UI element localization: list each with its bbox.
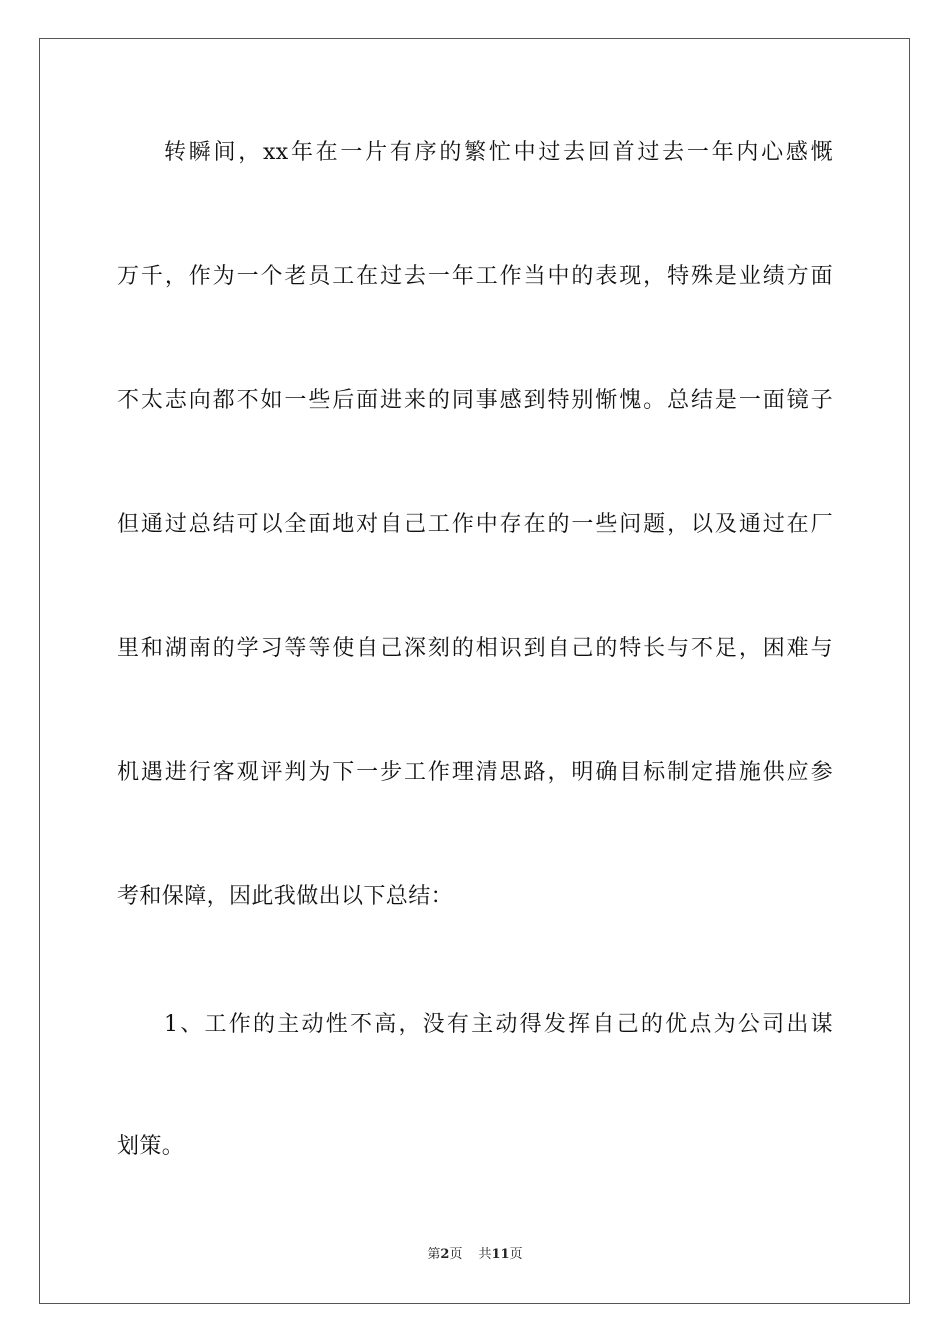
total-suffix: 页	[509, 1247, 523, 1262]
total-pages: 11	[491, 1247, 510, 1262]
paragraph-line: 划策。	[117, 1134, 185, 1159]
paragraph-line: 里和湖南的学习等等使自己深刻的相识到自己的特长与不足，困难与	[117, 636, 833, 661]
paragraph-line: 转瞬间，xx年在一片有序的繁忙中过去回首过去一年内心感慨	[164, 140, 833, 165]
paragraph-line: 不太志向都不如一些后面进来的同事感到特别惭愧。总结是一面镜子	[117, 388, 833, 413]
page-footer	[0, 1246, 950, 1264]
paragraph-line: 但通过总结可以全面地对自己工作中存在的一些问题，以及通过在厂	[117, 512, 833, 537]
total-prefix: 共	[478, 1247, 492, 1262]
page-prefix: 第	[427, 1247, 441, 1262]
paragraph-line: 万千，作为一个老员工在过去一年工作当中的表现，特殊是业绩方面	[117, 264, 833, 289]
paragraph-line: 1、工作的主动性不高，没有主动得发挥自己的优点为公司出谋	[164, 1012, 833, 1037]
paragraph-line: 机遇进行客观评判为下一步工作理清思路，明确目标制定措施供应参	[117, 760, 833, 785]
page-number: 2	[440, 1247, 450, 1262]
paragraph-line: 考和保障，因此我做出以下总结：	[117, 884, 454, 909]
page-frame	[39, 38, 910, 1304]
page-suffix: 页	[449, 1247, 463, 1262]
